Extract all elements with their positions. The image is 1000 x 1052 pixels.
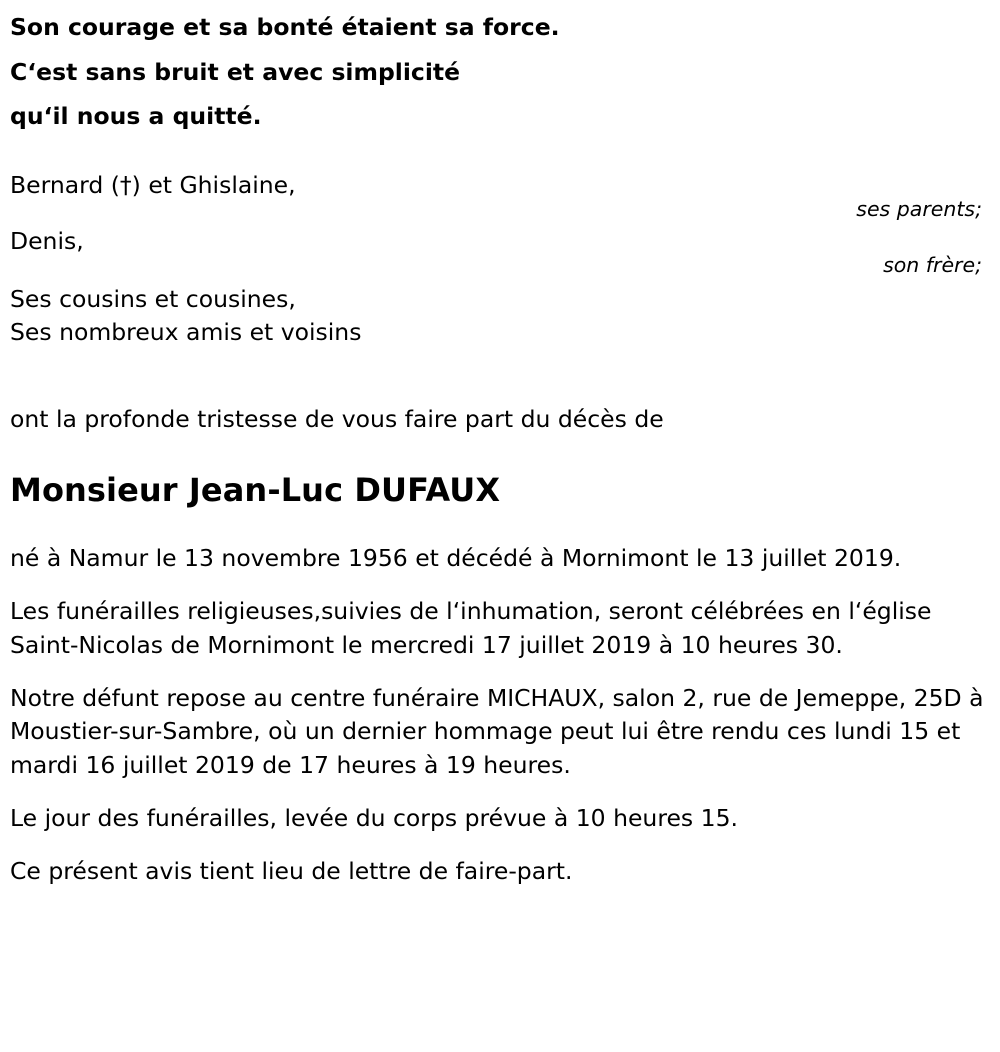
family-names-brother: Denis, [10, 226, 84, 255]
epigraph-line-3: qu‘il nous a quitté. [10, 102, 262, 130]
family-entry-brother [10, 226, 986, 277]
family-list [10, 171, 986, 350]
paragraph-notice-statement: Ce présent avis tient lieu de lettre de faire-part. [10, 857, 573, 886]
family-role-parents: ses parents; [856, 196, 982, 221]
deceased-name: Monsieur Jean-Luc DUFAUX [10, 470, 501, 509]
family-cousins: Ses cousins et cousines, [10, 284, 296, 313]
paragraph-birth-death: né à Namur le 13 novembre 1956 et décédé à Mornimont le 13 juillet 2019. [10, 543, 902, 572]
paragraph-body-removal: Le jour des funérailles, levée du corps prévue à 10 heures 15. [10, 804, 739, 833]
family-spacer-2 [10, 257, 986, 283]
epigraph-line-1: Son courage et sa bonté étaient sa force. [10, 13, 560, 41]
announcement-body [10, 542, 986, 889]
paragraph-visitation: Notre défunt repose au centre funéraire MICHAUX, salon 2, rue de Jemeppe, 25D à Moustier-sur-Sambre, où un dernier hommage peut lui être rendu ces lundi 15 et mardi 16 juillet 2019 de 17 heures à 19 heures. [10, 684, 984, 779]
family-spacer-1 [10, 201, 986, 227]
announcement-line: ont la profonde tristesse de vous faire part du décès de [10, 405, 664, 434]
epigraph-line-2: C‘est sans bruit et avec simplicité [10, 57, 461, 86]
family-friends: Ses nombreux amis et voisins [10, 317, 362, 346]
family-names-parents: Bernard (†) et Ghislaine, [10, 170, 296, 199]
family-entry-parents [10, 170, 986, 221]
epigraph [10, 13, 986, 130]
paragraph-funeral-service: Les funérailles religieuses,suivies de l‘inhumation, seront célébrées en l‘église Saint-Nicolas de Mornimont le mercredi 17 juillet 2019 à 10 heures 30. [10, 597, 932, 659]
family-role-brother: son frère; [883, 252, 982, 277]
